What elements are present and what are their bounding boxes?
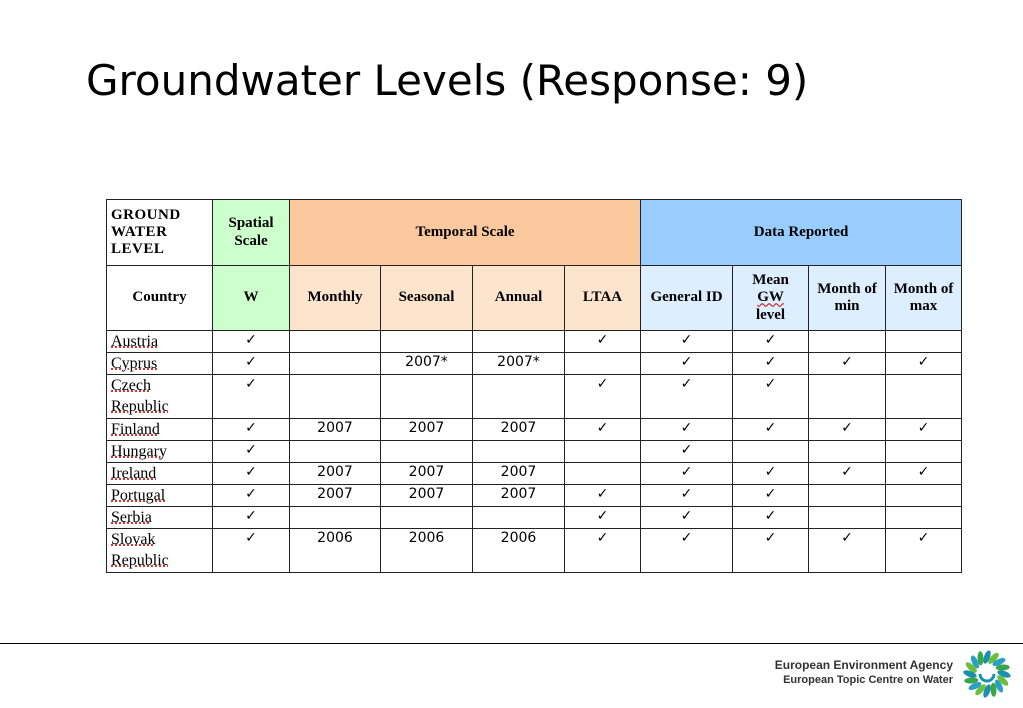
table-cell: ✓: [213, 485, 290, 507]
eea-sun-logo-icon: [960, 647, 1012, 699]
country-name: Slovak Republic: [111, 531, 169, 569]
temporal-scale-header: Temporal Scale: [290, 200, 641, 266]
table-cell: 2007: [290, 485, 381, 507]
country-header: Country: [107, 266, 213, 331]
table-cell: [473, 507, 565, 529]
footer-credits: [775, 658, 953, 688]
table-body: [107, 331, 962, 573]
table-cell: ✓: [886, 353, 962, 375]
table-cell: ✓: [565, 331, 641, 353]
table-cell: 2007: [381, 419, 473, 441]
table-cell: [886, 331, 962, 353]
month-of-min-header: Month of min: [809, 266, 886, 331]
table-cell: ✓: [213, 441, 290, 463]
table-cell: ✓: [886, 463, 962, 485]
seasonal-header: Seasonal: [381, 266, 473, 331]
table-row: [107, 441, 962, 463]
table-cell: [565, 441, 641, 463]
table-cell: ✓: [733, 485, 809, 507]
table-row: [107, 463, 962, 485]
table-cell: 2007: [381, 463, 473, 485]
table-cell: [290, 353, 381, 375]
table-cell: ✓: [733, 529, 809, 573]
table-cell: ✓: [641, 529, 733, 573]
table-cell: ✓: [641, 441, 733, 463]
table-row: [107, 419, 962, 441]
table-cell: ✓: [213, 419, 290, 441]
annual-header: Annual: [473, 266, 565, 331]
table-cell: ✓: [733, 331, 809, 353]
table-cell: ✓: [213, 331, 290, 353]
table-cell: [809, 485, 886, 507]
table-cell: [290, 507, 381, 529]
table-cell: [473, 331, 565, 353]
general-id-header: General ID: [641, 266, 733, 331]
page-title: Groundwater Levels (Response: 9): [86, 56, 809, 105]
table-cell: ✓: [213, 507, 290, 529]
footer-divider: [0, 643, 1023, 644]
table-cell: [381, 375, 473, 419]
table-cell: ✓: [733, 507, 809, 529]
table-cell: [809, 331, 886, 353]
country-cell: [107, 419, 213, 441]
corner-label: GROUND WATER LEVEL: [107, 200, 213, 266]
table-cell: ✓: [641, 463, 733, 485]
table-cell: ✓: [213, 375, 290, 419]
country-name: Cyprus: [111, 355, 158, 372]
table-cell: ✓: [641, 375, 733, 419]
mean-gw-level-header: [733, 266, 809, 331]
month-of-max-header: Month of max: [886, 266, 962, 331]
country-name: Portugal: [111, 487, 166, 504]
table-cell: ✓: [565, 529, 641, 573]
table-cell: ✓: [809, 463, 886, 485]
country-cell: [107, 441, 213, 463]
country-cell: [107, 353, 213, 375]
table-row: [107, 331, 962, 353]
groundwater-table: [106, 199, 962, 573]
table-cell: 2007*: [473, 353, 565, 375]
country-name: Serbia: [111, 509, 152, 526]
table-cell: [809, 507, 886, 529]
country-cell: [107, 529, 213, 573]
table-row: [107, 485, 962, 507]
table-cell: 2006: [290, 529, 381, 573]
table-cell: [886, 375, 962, 419]
table-cell: ✓: [213, 353, 290, 375]
monthly-header: Monthly: [290, 266, 381, 331]
table-cell: ✓: [565, 485, 641, 507]
table-cell: [886, 485, 962, 507]
country-cell: [107, 375, 213, 419]
mean-gw-line-1: Mean: [752, 272, 789, 289]
table-cell: 2007*: [381, 353, 473, 375]
table-cell: ✓: [641, 485, 733, 507]
table-cell: ✓: [565, 507, 641, 529]
table-cell: [565, 463, 641, 485]
table-cell: 2006: [473, 529, 565, 573]
table-cell: ✓: [565, 419, 641, 441]
country-name: Ireland: [111, 465, 157, 482]
table-cell: ✓: [733, 463, 809, 485]
country-cell: [107, 331, 213, 353]
table-cell: ✓: [641, 419, 733, 441]
table-cell: 2007: [381, 485, 473, 507]
table-cell: ✓: [886, 529, 962, 573]
table-cell: ✓: [809, 529, 886, 573]
table-row: [107, 507, 962, 529]
agency-name: European Environment Agency: [774, 658, 953, 672]
country-cell: [107, 485, 213, 507]
table-cell: 2006: [381, 529, 473, 573]
mean-gw-line-3: level: [755, 306, 786, 323]
table-cell: [290, 441, 381, 463]
table-row: [107, 353, 962, 375]
table-cell: [381, 441, 473, 463]
country-cell: [107, 507, 213, 529]
table-cell: ✓: [213, 529, 290, 573]
table-row: [107, 529, 962, 573]
table-cell: [290, 331, 381, 353]
table-cell: ✓: [809, 353, 886, 375]
table-cell: [473, 375, 565, 419]
table-cell: ✓: [809, 419, 886, 441]
topic-centre-name: European Topic Centre on Water: [783, 674, 953, 686]
table-cell: [290, 375, 381, 419]
table-row: [107, 375, 962, 419]
table-cell: [381, 331, 473, 353]
ltaa-header: LTAA: [565, 266, 641, 331]
table-cell: ✓: [641, 507, 733, 529]
country-name: Austria: [111, 333, 159, 350]
table-cell: [886, 441, 962, 463]
w-header: W: [213, 266, 290, 331]
table-cell: [809, 441, 886, 463]
country-name: Hungary: [111, 443, 167, 460]
table-cell: ✓: [733, 375, 809, 419]
country-cell: [107, 463, 213, 485]
table-cell: [886, 507, 962, 529]
table-cell: [473, 441, 565, 463]
table-cell: 2007: [473, 485, 565, 507]
spatial-scale-header: Spatial Scale: [213, 200, 290, 266]
table-cell: [733, 441, 809, 463]
table-cell: 2007: [290, 463, 381, 485]
country-name: Finland: [111, 421, 160, 438]
mean-gw-line-2: GW: [757, 289, 784, 306]
table-cell: ✓: [641, 353, 733, 375]
table-cell: 2007: [290, 419, 381, 441]
table-cell: ✓: [565, 375, 641, 419]
table-cell: ✓: [213, 463, 290, 485]
data-reported-header: Data Reported: [641, 200, 962, 266]
table-cell: 2007: [473, 419, 565, 441]
table-cell: [809, 375, 886, 419]
table-cell: ✓: [641, 331, 733, 353]
country-name: Czech Republic: [111, 377, 169, 415]
table-cell: 2007: [473, 463, 565, 485]
table-cell: ✓: [886, 419, 962, 441]
table-cell: ✓: [733, 353, 809, 375]
table-cell: ✓: [733, 419, 809, 441]
table-cell: [381, 507, 473, 529]
table-cell: [565, 353, 641, 375]
